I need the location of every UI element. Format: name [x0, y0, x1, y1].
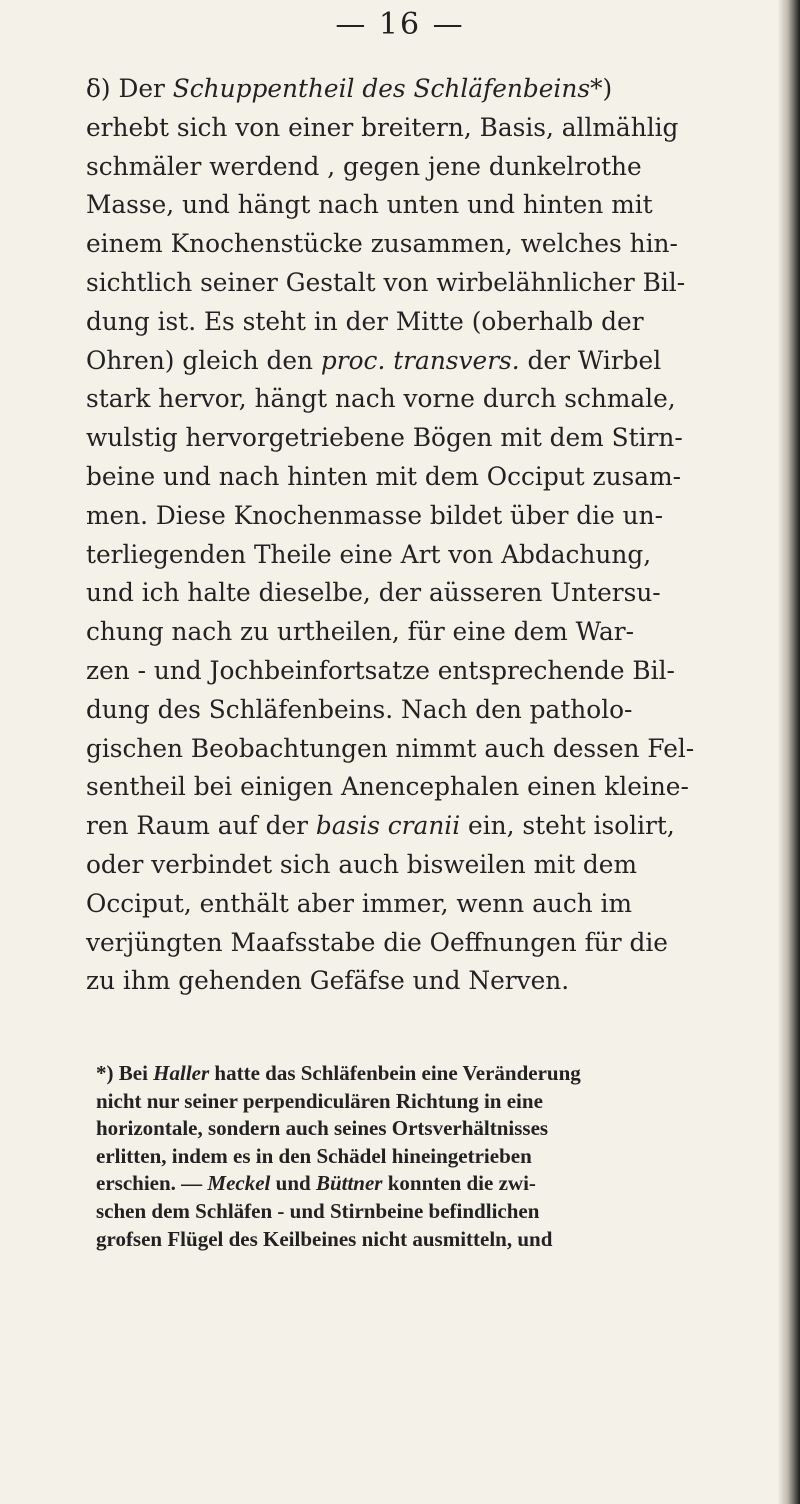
text-run: erlitten, indem es in den Schädel hineingetrieben — [96, 1143, 532, 1168]
text-run: sentheil bei einigen Anencephalen einen kleine- — [86, 772, 689, 802]
text-run: ren Raum auf der — [86, 811, 316, 841]
paragraph-line — [86, 109, 766, 148]
text-run: sichtlich seiner Gestalt von wirbelähnlicher Bil- — [86, 267, 686, 297]
paragraph-line — [86, 924, 766, 963]
text-run: nicht nur seiner perpendiculären Richtung in eine — [96, 1088, 543, 1113]
paragraph-line — [86, 458, 766, 497]
text-run: erschien. — — [96, 1171, 208, 1196]
paragraph-line — [86, 613, 766, 652]
paragraph-line — [86, 652, 766, 691]
footnote — [96, 1060, 776, 1253]
footnote-line — [96, 1170, 776, 1198]
text-run: *) Bei — [96, 1061, 154, 1085]
italic-text: Haller — [153, 1061, 210, 1085]
paragraph-line — [86, 380, 766, 419]
paragraph-line — [86, 730, 766, 769]
text-run: und ich halte dieselbe, der aüsseren Untersu- — [86, 578, 661, 608]
text-run: oder verbindet sich auch bisweilen mit dem — [86, 849, 637, 879]
page-binding-edge — [778, 0, 800, 1504]
text-run: men. Diese Knochenmasse bildet über die un- — [86, 500, 663, 530]
paragraph-line — [86, 264, 766, 303]
text-run: dung des Schläfenbeins. Nach den patholo- — [86, 694, 633, 724]
text-run: gischen Beobachtungen nimmt auch dessen Fel- — [86, 733, 695, 763]
paragraph-line — [86, 962, 766, 1001]
text-run: verjüngten Maafsstabe die Oeffnungen für die — [86, 927, 668, 957]
paragraph-line — [86, 70, 766, 109]
footnote-line — [96, 1226, 776, 1254]
paragraph-line — [86, 419, 766, 458]
text-run: horizontale, sondern auch seines Ortsverhältnisses — [96, 1116, 549, 1141]
text-run: δ) Der — [86, 74, 173, 103]
paragraph-line — [86, 574, 766, 613]
paragraph-line — [86, 148, 766, 187]
text-run: schen dem Schläfen - und Stirnbeine befindlichen — [96, 1198, 540, 1223]
italic-text: basis cranii — [315, 811, 461, 841]
paragraph-line — [86, 885, 766, 924]
text-run: chung nach zu urtheilen, für eine dem War- — [86, 617, 634, 647]
footnote-line — [96, 1143, 776, 1171]
text-run: stark hervor, hängt nach vorne durch schmale, — [86, 384, 676, 414]
text-run: dung ist. Es steht in der Mitte (oberhalb der — [86, 306, 644, 336]
text-run: Masse, und hängt nach unten und hinten mit — [86, 190, 653, 220]
text-run: zen - und Jochbeinfortsatze entsprechende Bil- — [86, 655, 675, 685]
paragraph-line — [86, 225, 766, 264]
main-paragraph — [86, 70, 766, 1001]
text-run: grofsen Flügel des Keilbeines nicht ausmitteln, und — [96, 1226, 553, 1251]
paragraph-line — [86, 342, 766, 381]
paragraph-line — [86, 807, 766, 846]
text-run: konnten die zwi- — [382, 1171, 536, 1196]
text-run: beine und nach hinten mit dem Occiput zusam- — [86, 461, 681, 491]
text-run: Ohren) gleich den — [86, 345, 321, 375]
paragraph-line — [86, 768, 766, 807]
text-run: wulstig hervorgetriebene Bögen mit dem Stirn- — [86, 423, 683, 453]
text-run: der Wirbel — [519, 345, 662, 375]
footnote-line — [96, 1060, 776, 1088]
italic-text: Meckel — [207, 1171, 271, 1196]
paragraph-line — [86, 497, 766, 536]
paragraph-line — [86, 536, 766, 575]
page-number: — 16 — — [335, 7, 465, 42]
text-run: zu ihm gehenden Gefäfse und Nerven. — [86, 966, 570, 996]
text-run: Occiput, enthält aber immer, wenn auch im — [86, 888, 633, 918]
paragraph-line — [86, 303, 766, 342]
text-run: erhebt sich von einer breitern, Basis, allmählig — [86, 112, 679, 142]
paragraph-line — [86, 186, 766, 225]
text-run: terliegenden Theile eine Art von Abdachung, — [86, 539, 652, 569]
text-run: schmäler werdend , gegen jene dunkelrothe — [86, 151, 642, 181]
italic-text: proc. transvers. — [320, 345, 520, 375]
text-run: hatte das Schläfenbein eine Veränderung — [209, 1061, 581, 1085]
footnote-line — [96, 1088, 776, 1116]
text-run: *) — [590, 74, 613, 103]
footnote-line — [96, 1198, 776, 1226]
text-run: und — [270, 1171, 316, 1196]
paragraph-line — [86, 846, 766, 885]
text-run: einem Knochenstücke zusammen, welches hin- — [86, 229, 678, 259]
italic-text: Schuppentheil des Schläfenbeins — [172, 74, 591, 103]
footnote-line — [96, 1115, 776, 1143]
italic-text: Büttner — [315, 1171, 383, 1196]
paragraph-line — [86, 691, 766, 730]
text-run: ein, steht isolirt, — [460, 811, 675, 841]
